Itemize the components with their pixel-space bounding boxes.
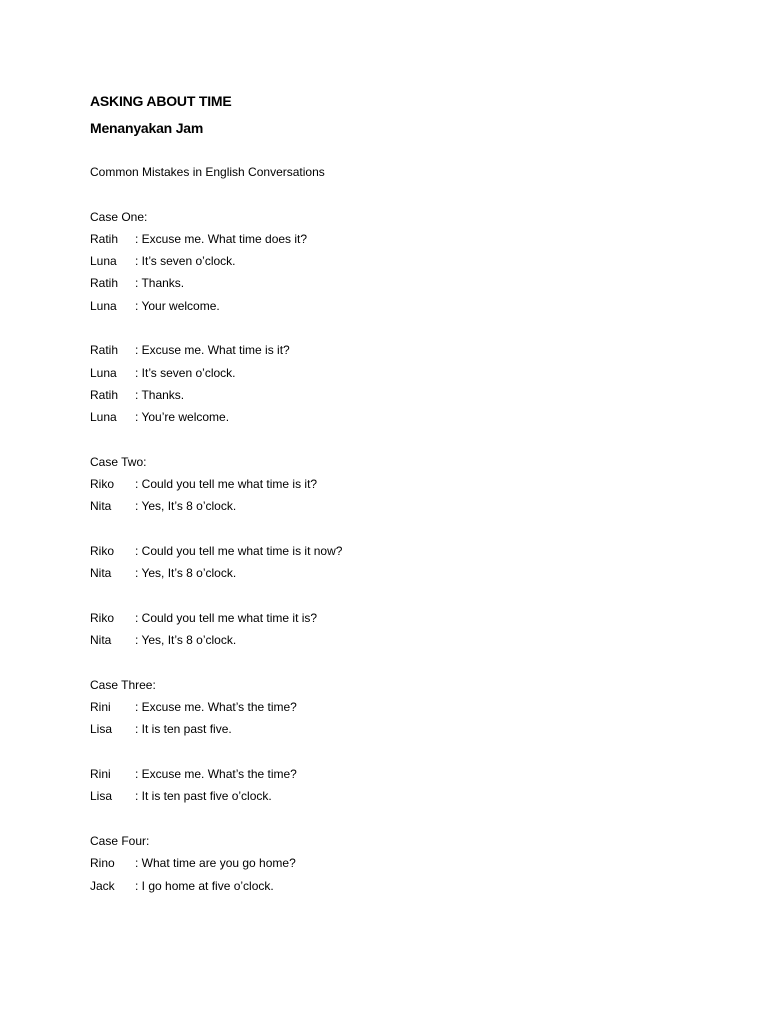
speaker-name: Luna <box>90 410 117 425</box>
dialogue-line <box>90 339 710 361</box>
dialogue-text: : Excuse me. What’s the time? <box>135 700 297 715</box>
dialogue-text: : It is ten past five. <box>135 722 232 737</box>
spacer <box>90 652 710 674</box>
dialogue-text: : Yes, It’s 8 o’clock. <box>135 566 237 581</box>
dialogue-text: : It is ten past five o’clock. <box>135 789 272 804</box>
dialogue-line <box>90 540 710 562</box>
dialogue-line <box>90 763 710 785</box>
case-section <box>90 206 710 451</box>
document-body <box>90 90 710 897</box>
case-section <box>90 830 710 897</box>
dialogue-line <box>90 562 710 584</box>
dialogue-line <box>90 228 710 250</box>
dialogue-text: : Your welcome. <box>135 298 220 313</box>
speaker-name: Ratih <box>90 231 119 246</box>
case-heading: Case Two: <box>90 454 147 469</box>
speaker-name: Nita <box>90 633 112 648</box>
case-section <box>90 674 710 830</box>
spacer <box>90 183 710 205</box>
speaker-name: Lisa <box>90 789 113 804</box>
dialogue-text: : What time are you go home? <box>135 856 296 871</box>
dialogue-line <box>90 473 710 495</box>
intro-text: Common Mistakes in English Conversations <box>90 165 325 179</box>
dialogue-line <box>90 718 710 740</box>
document-title: ASKING ABOUT TIME <box>90 93 232 109</box>
dialogue-text: : Could you tell me what time is it? <box>135 477 318 492</box>
speaker-name: Rino <box>90 856 115 871</box>
dialogue-line <box>90 696 710 718</box>
speaker-name: Luna <box>90 254 117 269</box>
speaker-name: Lisa <box>90 722 113 737</box>
dialogue-text: : Could you tell me what time it is? <box>135 610 318 625</box>
speaker-name: Nita <box>90 566 112 581</box>
dialogue-text: : Could you tell me what time is it now? <box>135 544 343 559</box>
dialogue-line <box>90 875 710 897</box>
speaker-name: Rini <box>90 700 111 715</box>
spacer <box>90 808 710 830</box>
dialogue-line <box>90 607 710 629</box>
speaker-name: Riko <box>90 610 115 625</box>
case-heading: Case One: <box>90 209 148 224</box>
dialogue-text: : Yes, It’s 8 o’clock. <box>135 633 237 648</box>
dialogue-line <box>90 629 710 651</box>
dialogue-line <box>90 852 710 874</box>
spacer <box>90 429 710 451</box>
case-heading: Case Three: <box>90 677 156 692</box>
speaker-name: Jack <box>90 878 115 893</box>
dialogue-text: : Thanks. <box>135 387 185 402</box>
dialogue-text: : Excuse me. What time does it? <box>135 231 308 246</box>
speaker-name: Ratih <box>90 387 119 402</box>
dialogue-line <box>90 362 710 384</box>
speaker-name: Luna <box>90 298 117 313</box>
speaker-name: Riko <box>90 477 115 492</box>
dialogue-text: : Excuse me. What’s the time? <box>135 767 297 782</box>
dialogue-line <box>90 272 710 294</box>
dialogue-text: : Yes, It’s 8 o’clock. <box>135 499 237 514</box>
case-section <box>90 451 710 674</box>
spacer <box>90 585 710 607</box>
dialogue-line <box>90 250 710 272</box>
spacer <box>90 317 710 339</box>
spacer <box>90 518 710 540</box>
speaker-name: Ratih <box>90 343 119 358</box>
case-heading: Case Four: <box>90 833 150 848</box>
dialogue-text: : It’s seven o’clock. <box>135 254 236 269</box>
speaker-name: Riko <box>90 544 115 559</box>
dialogue-text: : I go home at five o’clock. <box>135 878 274 893</box>
speaker-name: Rini <box>90 767 111 782</box>
dialogue-text: : You’re welcome. <box>135 410 230 425</box>
document-subtitle: Menanyakan Jam <box>90 120 204 136</box>
dialogue-line <box>90 785 710 807</box>
spacer <box>90 741 710 763</box>
speaker-name: Nita <box>90 499 112 514</box>
speaker-name: Luna <box>90 365 117 380</box>
dialogue-line <box>90 495 710 517</box>
cases-container <box>90 206 710 897</box>
dialogue-line <box>90 406 710 428</box>
dialogue-text: : It’s seven o’clock. <box>135 365 236 380</box>
dialogue-text: : Thanks. <box>135 276 185 291</box>
dialogue-line <box>90 295 710 317</box>
dialogue-text: : Excuse me. What time is it? <box>135 343 290 358</box>
dialogue-line <box>90 384 710 406</box>
speaker-name: Ratih <box>90 276 119 291</box>
